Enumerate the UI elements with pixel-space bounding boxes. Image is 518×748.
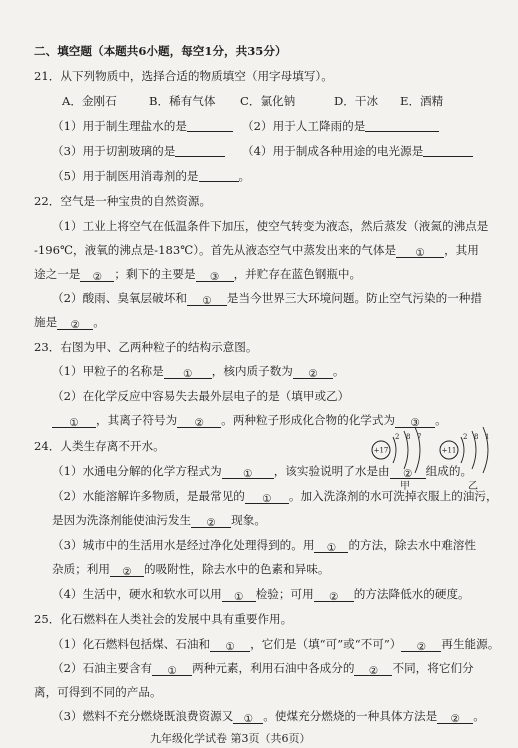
q24-stem: 24．人类生存离不开水。	[34, 439, 165, 453]
atom-jia-shell-1: 2	[395, 433, 400, 441]
q22-line2: -196℃，液氧的沸点是-183℃）。首先从液态空气中蒸发出来的气体是 ① ，其用	[34, 243, 479, 259]
answer-blank[interactable]	[175, 144, 225, 157]
answer-blank-2[interactable]: ②	[314, 589, 354, 602]
answer-blank-2[interactable]: ②	[177, 415, 221, 428]
atom-jia	[372, 427, 421, 492]
answer-blank[interactable]	[423, 144, 473, 157]
q21-option-d: D．干冰	[334, 94, 379, 108]
q21-p3: （3）用于切割玻璃的是	[52, 143, 225, 159]
answer-blank-2[interactable]: ②	[437, 711, 473, 724]
answer-blank-1[interactable]: ①	[152, 663, 192, 676]
atom-yi-nucleus: +11	[441, 446, 457, 455]
q21-option-b: B．稀有气体	[149, 94, 216, 108]
page-footer: 九年级化学试卷 第3页（共6页）	[150, 732, 311, 745]
q23-line3: ① ，其离子符号为 ② 。两种粒子形成化合物的化学式为 ③ 。	[52, 412, 447, 428]
q21-option-e: E．酒精	[400, 94, 444, 108]
q24-line1: （1）水通电分解的化学方程式为 ① ，该实验说明了水是由 ② 组成的。	[52, 464, 473, 480]
q21-p4: （4）用于制成各种用途的电光源是	[242, 143, 473, 159]
answer-blank-1[interactable]: ①	[233, 711, 263, 724]
q23-line1: （1）甲粒子的名称是 ① ，核内质子数为 ② 。	[52, 364, 345, 380]
q22-line5: 施是 ② 。	[34, 315, 105, 331]
atom-yi-label: 乙	[468, 481, 478, 492]
section-title: 二、填空题（本题共6小题，每空1分，共35分）	[34, 44, 287, 58]
q24-line5: 杂质；利用 ② 的吸附性，除去水中的色素和异味。	[52, 562, 330, 578]
answer-blank-2[interactable]: ②	[354, 663, 392, 676]
q22-stem: 22．空气是一种宝贵的自然资源。	[34, 194, 212, 208]
answer-blank[interactable]	[365, 119, 439, 132]
answer-blank[interactable]	[187, 119, 233, 132]
q25-line3: 离，可得到不同的产品。	[34, 685, 162, 699]
q25-stem: 25．化石燃料在人类社会的发展中具有重要作用。	[34, 612, 293, 626]
q21-p1: （1）用于制生理盐水的是	[52, 118, 233, 134]
answer-blank-1[interactable]: ①	[164, 366, 212, 379]
q21-stem: 21．从下列物质中，选择合适的物质填空（用字母填写）。	[34, 69, 333, 83]
atom-yi-shell-3: 1	[485, 433, 490, 441]
atom-jia-nucleus: +17	[373, 446, 389, 455]
answer-blank-2[interactable]: ②	[293, 366, 333, 379]
q24-line6: （4）生活中，硬水和软水可以用 ① 检验；可用 ② 的方法降低水的硬度。	[52, 587, 470, 603]
answer-blank-2[interactable]: ②	[80, 269, 114, 282]
atom-jia-shell-2: 8	[406, 433, 411, 441]
atom-structure-diagram	[368, 425, 508, 495]
answer-blank-1[interactable]: ①	[210, 639, 250, 652]
q23-stem: 23．右图为甲、乙两种粒子的结构示意图。	[34, 340, 258, 354]
atom-yi	[440, 427, 489, 492]
q24-line2: （2）水能溶解许多物质，是最常见的 ① 。加入洗涤剂的水可洗掉衣服上的油污，	[52, 489, 498, 505]
q25-line2: （2）石油主要含有 ① 两种元素，利用石油中各成分的 ② 不同，将它们分	[52, 661, 474, 677]
answer-blank-1[interactable]: ①	[52, 415, 96, 428]
answer-blank-2[interactable]: ②	[57, 317, 93, 330]
answer-blank-1[interactable]: ①	[314, 540, 348, 553]
q25-line4: （3）燃料不充分燃烧既浪费资源又 ① 。使煤充分燃烧的一种具体方法是 ② 。	[52, 709, 485, 725]
answer-blank-1[interactable]: ①	[222, 589, 256, 602]
q24-line3: 是因为洗涤剂能使油污发生 ② 现象。	[52, 513, 266, 529]
atom-yi-shell-1: 2	[463, 433, 468, 441]
answer-blank-3[interactable]: ③	[395, 415, 435, 428]
answer-blank-2[interactable]: ②	[390, 466, 426, 479]
answer-blank-3[interactable]: ③	[196, 269, 234, 282]
q22-line4: （2）酸雨、臭氧层破坏和 ① 是当今世界三大环境问题。防止空气污染的一种措	[52, 291, 482, 307]
atom-yi-shell-2: 8	[474, 433, 479, 441]
q25-line1: （1）化石燃料包括煤、石油和 ① ，它们是（填“可”或“不可”） ② 再生能源。	[52, 637, 500, 653]
answer-blank-2[interactable]: ②	[110, 564, 144, 577]
q21-option-c: C．氯化钠	[240, 94, 296, 108]
answer-blank-2[interactable]: ②	[191, 515, 231, 528]
q24-line4: （3）城市中的生活用水是经过净化处理得到的。用 ① 的方法，除去水中难溶性	[52, 538, 476, 554]
q21-option-a: A．金刚石	[62, 94, 117, 108]
q22-line1: （1）工业上将空气在低温条件下加压，使空气转变为液态，然后蒸发（液氮的沸点是	[52, 219, 489, 233]
answer-blank-1[interactable]: ①	[187, 293, 227, 306]
answer-blank-1[interactable]: ①	[396, 245, 444, 258]
q23-line2: （2）在化学反应中容易失去最外层电子的是（填甲或乙）	[52, 389, 350, 403]
q21-p5: （5）用于制医用消毒剂的是 。	[52, 169, 251, 183]
q22-line3: 途之一是 ② ；剩下的主要是 ③ ，并贮存在蓝色钢瓶中。	[34, 267, 362, 283]
atom-jia-label: 甲	[400, 481, 410, 492]
atom-jia-shell-3: 7	[417, 433, 422, 441]
answer-blank-2[interactable]: ②	[401, 639, 441, 652]
answer-blank-1[interactable]: ①	[222, 466, 274, 479]
answer-blank[interactable]	[199, 169, 239, 182]
answer-blank-1[interactable]: ①	[245, 491, 289, 504]
q21-p2: （2）用于人工降雨的是	[242, 118, 439, 134]
